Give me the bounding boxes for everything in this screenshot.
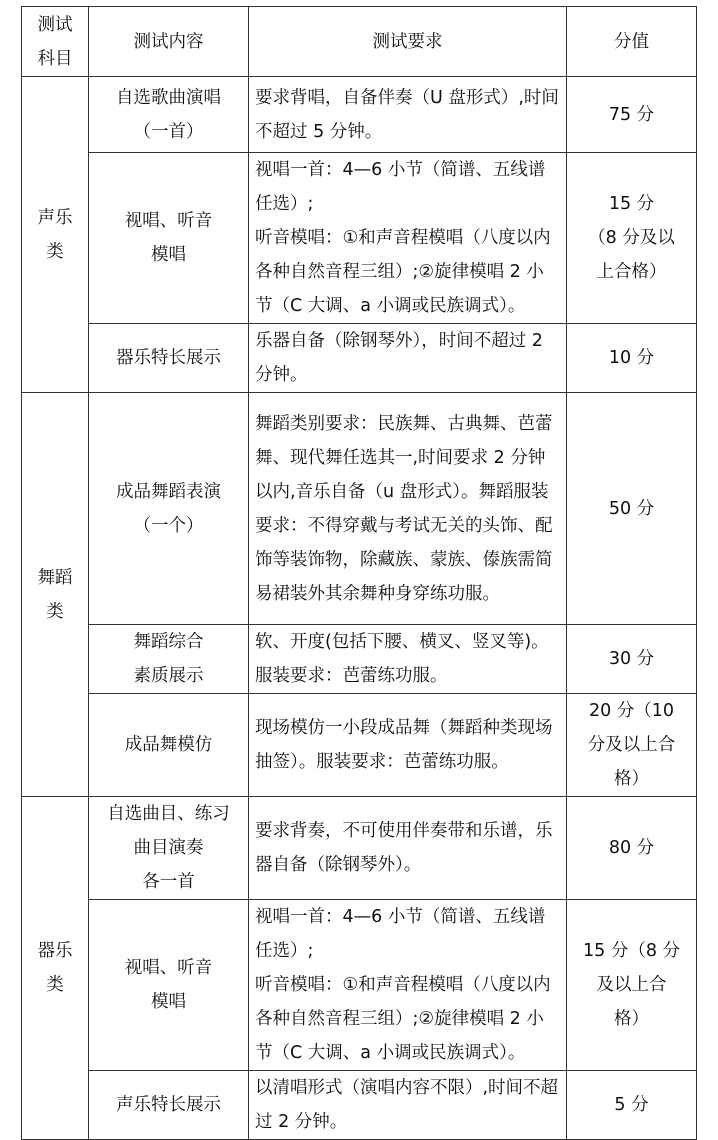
score-cell: 50 分 [567,393,697,625]
requirement-cell: 视唱一首：4—6 小节（简谱、五线谱任选）; 听音模唱：①和声音程模唱（八度以内各种自然音程三组）;②旋律模唱 2 小节（C 大调、a 小调或民族调式）。 [249,900,567,1071]
header-row [22,7,697,77]
table-row [22,77,697,153]
table-row [22,393,697,625]
content-cell: 自选歌曲演唱 （一首） [89,77,249,153]
subject-dance: 舞蹈 类 [22,393,89,797]
requirement-cell: 乐器自备（除钢琴外），时间不超过 2 分钟。 [249,324,567,393]
content-cell: 成品舞模仿 [89,694,249,797]
content-cell: 视唱、听音 模唱 [89,153,249,324]
score-cell: 15 分（8 分 及以上合 格） [567,900,697,1071]
header-score: 分值 [567,7,697,77]
score-cell: 15 分 （8 分及以 上合格） [567,153,697,324]
requirement-cell: 舞蹈类别要求：民族舞、古典舞、芭蕾舞、现代舞任选其一,时间要求 2 分钟以内,音乐自备（u 盘形式）。舞蹈服装要求：不得穿戴与考试无关的头饰、配饰等装饰物，除藏族、蒙族、傣族需简易裙装外其余舞种身穿练功服。 [249,393,567,625]
requirement-cell: 要求背唱，自备伴奏（U 盘形式）,时间不超过 5 分钟。 [249,77,567,153]
header-subject: 测试 科目 [22,7,89,77]
table-row [22,625,697,694]
requirement-cell: 视唱一首：4—6 小节（简谱、五线谱任选）; 听音模唱：①和声音程模唱（八度以内各种自然音程三组）;②旋律模唱 2 小节（C 大调、a 小调或民族调式）。 [249,153,567,324]
content-cell: 自选曲目、练习 曲目演奏 各一首 [89,797,249,900]
requirement-cell: 要求背奏，不可使用伴奏带和乐谱，乐器自备（除钢琴外）。 [249,797,567,900]
table-row [22,694,697,797]
requirement-cell: 现场模仿一小段成品舞（舞蹈种类现场抽签）。服装要求：芭蕾练功服。 [249,694,567,797]
requirement-cell: 以清唱形式（演唱内容不限）,时间不超过 2 分钟。 [249,1071,567,1140]
exam-requirements-table [21,6,697,1140]
table-row [22,900,697,1071]
table-row [22,324,697,393]
score-cell: 10 分 [567,324,697,393]
score-cell: 75 分 [567,77,697,153]
table-row [22,153,697,324]
header-content: 测试内容 [89,7,249,77]
subject-instrumental: 器乐 类 [22,797,89,1140]
score-cell: 5 分 [567,1071,697,1140]
score-cell: 20 分（10 分及以上合 格） [567,694,697,797]
content-cell: 视唱、听音 模唱 [89,900,249,1071]
content-cell: 舞蹈综合 素质展示 [89,625,249,694]
content-cell: 成品舞蹈表演 （一个） [89,393,249,625]
requirement-cell: 软、开度(包括下腰、横叉、竖叉等)。服装要求：芭蕾练功服。 [249,625,567,694]
content-cell: 声乐特长展示 [89,1071,249,1140]
table-row [22,1071,697,1140]
header-requirements: 测试要求 [249,7,567,77]
content-cell: 器乐特长展示 [89,324,249,393]
score-cell: 30 分 [567,625,697,694]
table-row [22,797,697,900]
subject-vocal: 声乐 类 [22,77,89,393]
score-cell: 80 分 [567,797,697,900]
